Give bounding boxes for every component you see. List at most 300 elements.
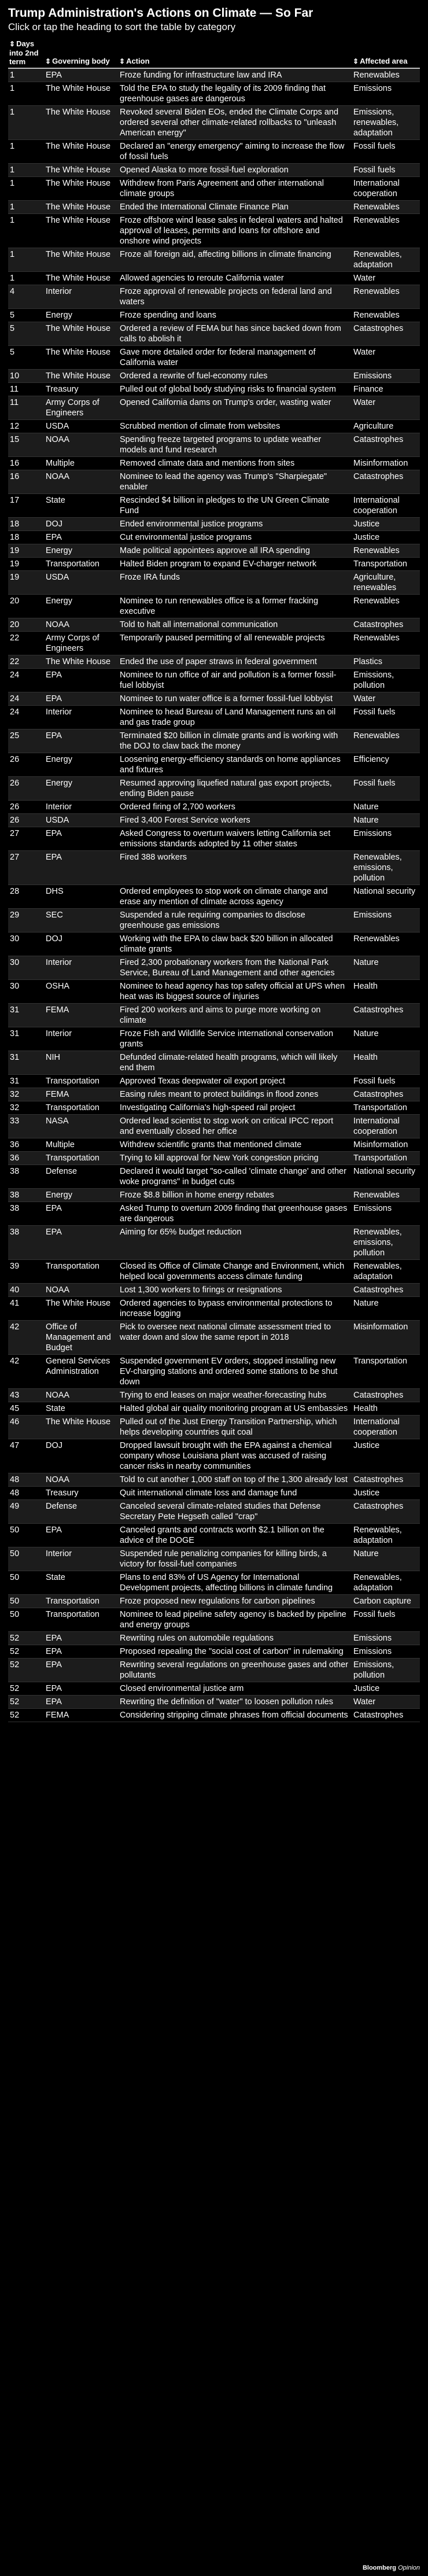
cell-body: Interior xyxy=(44,801,118,814)
table-row xyxy=(8,214,420,248)
cell-body: The White House xyxy=(44,370,118,383)
cell-action: Aiming for 65% budget reduction xyxy=(118,1226,352,1260)
cell-action: Ended environmental justice programs xyxy=(118,518,352,531)
cell-body: The White House xyxy=(44,1416,118,1439)
cell-area: Renewables, adaptation xyxy=(352,1260,420,1284)
cell-action: Rewriting rules on automobile regulations xyxy=(118,1632,352,1645)
table-row xyxy=(8,396,420,420)
cell-action: Told to halt all international communication xyxy=(118,618,352,632)
cell-days: 19 xyxy=(8,544,44,558)
cell-action: Froze all foreign aid, affecting billions in climate financing xyxy=(118,248,352,272)
cell-body: Transportation xyxy=(44,1075,118,1088)
table-row xyxy=(8,692,420,706)
cell-action: Cut environmental justice programs xyxy=(118,531,352,544)
cell-body: State xyxy=(44,494,118,518)
table-row xyxy=(8,518,420,531)
cell-days: 50 xyxy=(8,1524,44,1547)
table-row xyxy=(8,827,420,851)
cell-body: DHS xyxy=(44,885,118,909)
table-row xyxy=(8,1202,420,1226)
cell-area: Catastrophes xyxy=(352,1088,420,1101)
table-row xyxy=(8,885,420,909)
cell-area: Renewables, emissions, pollution xyxy=(352,1226,420,1260)
actions-table xyxy=(8,39,420,1722)
cell-action: Trying to end leases on major weather-forecasting hubs xyxy=(118,1389,352,1402)
cell-area: Emissions xyxy=(352,909,420,933)
table-row xyxy=(8,980,420,1004)
cell-area: Fossil fuels xyxy=(352,164,420,177)
cell-action: Revoked several Biden EOs, ended the Climate Corps and ordered several other climate-related rollbacks to "unleash American energy" xyxy=(118,106,352,140)
table-row xyxy=(8,1659,420,1682)
cell-action: Nominee to run office of air and pollution is a former fossil-fuel lobbyist xyxy=(118,669,352,692)
cell-area: Health xyxy=(352,980,420,1004)
cell-area: Catastrophes xyxy=(352,1473,420,1487)
cell-body: OSHA xyxy=(44,980,118,1004)
cell-area: Catastrophes xyxy=(352,618,420,632)
cell-days: 46 xyxy=(8,1416,44,1439)
cell-area: Emissions, pollution xyxy=(352,669,420,692)
cell-area: Justice xyxy=(352,531,420,544)
table-row xyxy=(8,82,420,106)
page-subtitle: Click or tap the heading to sort the table by category xyxy=(8,21,236,32)
cell-action: Lost 1,300 workers to firings or resignations xyxy=(118,1284,352,1297)
table-row xyxy=(8,933,420,956)
table-row xyxy=(8,669,420,692)
cell-area: Nature xyxy=(352,1297,420,1321)
cell-body: The White House xyxy=(44,201,118,214)
sort-icon: ⇕ xyxy=(353,57,359,65)
cell-action: Fired 388 workers xyxy=(118,851,352,885)
sort-icon: ⇕ xyxy=(9,40,16,48)
cell-action: Withdrew scientific grants that mentioned climate xyxy=(118,1138,352,1152)
sort-header-days[interactable] xyxy=(8,39,44,68)
cell-action: Defunded climate-related health programs, which will likely end them xyxy=(118,1051,352,1075)
table-row xyxy=(8,201,420,214)
cell-area: International cooperation xyxy=(352,177,420,201)
cell-body: Energy xyxy=(44,544,118,558)
cell-action: Froze approval of renewable projects on federal land and waters xyxy=(118,285,352,309)
cell-action: Halted Biden program to expand EV-charger network xyxy=(118,558,352,571)
cell-body: The White House xyxy=(44,322,118,346)
cell-body: Energy xyxy=(44,753,118,777)
cell-days: 29 xyxy=(8,909,44,933)
cell-body: Multiple xyxy=(44,457,118,470)
cell-action: Froze proposed new regulations for carbon pipelines xyxy=(118,1595,352,1608)
cell-action: Ended the International Climate Finance Plan xyxy=(118,201,352,214)
cell-action: Spending freeze targeted programs to update weather models and fund research xyxy=(118,433,352,457)
cell-action: Dropped lawsuit brought with the EPA against a chemical company whose Louisiana plant was accused of raising cancer risks in nearby communities xyxy=(118,1439,352,1473)
cell-days: 38 xyxy=(8,1226,44,1260)
table-row xyxy=(8,851,420,885)
table-row xyxy=(8,531,420,544)
cell-area: Justice xyxy=(352,1682,420,1696)
cell-body: FEMA xyxy=(44,1088,118,1101)
table-row xyxy=(8,140,420,164)
cell-action: Nominee to lead the agency was Trump's "Sharpiegate" enabler xyxy=(118,470,352,494)
table-row xyxy=(8,106,420,140)
cell-body: EPA xyxy=(44,692,118,706)
table-row xyxy=(8,544,420,558)
brand-section: Opinion xyxy=(398,2564,420,2571)
cell-area: Transportation xyxy=(352,1152,420,1165)
cell-body: The White House xyxy=(44,82,118,106)
table-row xyxy=(8,595,420,618)
cell-days: 1 xyxy=(8,140,44,164)
table-row xyxy=(8,285,420,309)
cell-area: Water xyxy=(352,346,420,370)
cell-days: 36 xyxy=(8,1138,44,1152)
cell-days: 26 xyxy=(8,753,44,777)
cell-body: Office of Management and Budget xyxy=(44,1321,118,1355)
cell-days: 31 xyxy=(8,1075,44,1088)
table-row xyxy=(8,1709,420,1722)
table-row xyxy=(8,1547,420,1571)
table-row xyxy=(8,1487,420,1500)
cell-area: Emissions xyxy=(352,1645,420,1659)
cell-area: Water xyxy=(352,396,420,420)
table-row xyxy=(8,1075,420,1088)
cell-area: Misinformation xyxy=(352,457,420,470)
cell-body: USDA xyxy=(44,571,118,595)
sort-header-action[interactable] xyxy=(118,39,352,68)
cell-action: Ordered employees to stop work on climate change and erase any mention of climate across agency xyxy=(118,885,352,909)
cell-action: Pulled out of global body studying risks to financial system xyxy=(118,383,352,396)
cell-days: 38 xyxy=(8,1165,44,1189)
cell-days: 1 xyxy=(8,106,44,140)
cell-area: Fossil fuels xyxy=(352,140,420,164)
cell-days: 32 xyxy=(8,1088,44,1101)
table-row xyxy=(8,753,420,777)
cell-days: 1 xyxy=(8,214,44,248)
cell-action: Nominee to run renewables office is a former fracking executive xyxy=(118,595,352,618)
cell-days: 22 xyxy=(8,655,44,669)
cell-body: EPA xyxy=(44,68,118,82)
cell-area: International cooperation xyxy=(352,494,420,518)
cell-action: Ordered firing of 2,700 workers xyxy=(118,801,352,814)
cell-action: Closed its Office of Climate Change and Environment, which helped local governments access climate funding xyxy=(118,1260,352,1284)
cell-body: The White House xyxy=(44,164,118,177)
cell-body: SEC xyxy=(44,909,118,933)
cell-area: Emissions xyxy=(352,1632,420,1645)
cell-days: 26 xyxy=(8,801,44,814)
cell-days: 24 xyxy=(8,692,44,706)
table-row xyxy=(8,1355,420,1389)
cell-body: EPA xyxy=(44,1645,118,1659)
cell-area: Renewables xyxy=(352,214,420,248)
table-row xyxy=(8,322,420,346)
sort-icon: ⇕ xyxy=(119,57,126,65)
cell-days: 20 xyxy=(8,595,44,618)
cell-body: EPA xyxy=(44,669,118,692)
table-row xyxy=(8,68,420,82)
cell-days: 31 xyxy=(8,1027,44,1051)
cell-days: 30 xyxy=(8,933,44,956)
cell-area: Efficiency xyxy=(352,753,420,777)
cell-body: Army Corps of Engineers xyxy=(44,632,118,655)
cell-body: Treasury xyxy=(44,1487,118,1500)
table-row xyxy=(8,272,420,285)
cell-days: 40 xyxy=(8,1284,44,1297)
cell-days: 50 xyxy=(8,1547,44,1571)
cell-action: Withdrew from Paris Agreement and other international climate groups xyxy=(118,177,352,201)
table-row xyxy=(8,177,420,201)
cell-area: Health xyxy=(352,1402,420,1416)
header-label-body: Governing body xyxy=(52,57,110,65)
cell-body: The White House xyxy=(44,248,118,272)
cell-area: Catastrophes xyxy=(352,1709,420,1722)
cell-action: Temporarily paused permitting of all renewable projects xyxy=(118,632,352,655)
cell-body: The White House xyxy=(44,106,118,140)
table-row xyxy=(8,1524,420,1547)
cell-days: 5 xyxy=(8,346,44,370)
cell-days: 48 xyxy=(8,1473,44,1487)
cell-action: Suspended a rule requiring companies to disclose greenhouse gas emissions xyxy=(118,909,352,933)
cell-action: Quit international climate loss and damage fund xyxy=(118,1487,352,1500)
cell-action: Froze offshore wind lease sales in federal waters and halted approval of leases, permits and loans for offshore and onshore wind projects xyxy=(118,214,352,248)
cell-body: NASA xyxy=(44,1115,118,1138)
table-row xyxy=(8,346,420,370)
cell-body: Interior xyxy=(44,1027,118,1051)
cell-action: Fired 3,400 Forest Service workers xyxy=(118,814,352,827)
cell-body: Transportation xyxy=(44,1608,118,1632)
cell-days: 20 xyxy=(8,618,44,632)
cell-body: EPA xyxy=(44,1659,118,1682)
cell-action: Resumed approving liquefied natural gas export projects, ending Biden pause xyxy=(118,777,352,801)
cell-action: Scrubbed mention of climate from websites xyxy=(118,420,352,433)
cell-area: Emissions, pollution xyxy=(352,1659,420,1682)
cell-area: Renewables xyxy=(352,632,420,655)
page-title: Trump Administration's Actions on Climate — So Far xyxy=(8,6,313,20)
cell-action: Opened California dams on Trump's order, wasting water xyxy=(118,396,352,420)
table-row xyxy=(8,1389,420,1402)
cell-action: Suspended government EV orders, stopped installing new EV-charging stations and ordered some stations to be shut down xyxy=(118,1355,352,1389)
table-row xyxy=(8,1165,420,1189)
table-row xyxy=(8,1500,420,1524)
cell-days: 1 xyxy=(8,82,44,106)
cell-days: 22 xyxy=(8,632,44,655)
cell-area: Transportation xyxy=(352,1355,420,1389)
cell-body: Energy xyxy=(44,1189,118,1202)
cell-body: USDA xyxy=(44,814,118,827)
cell-action: Declared it would target "so-called 'climate change' and other woke programs" in budget cuts xyxy=(118,1165,352,1189)
table-row xyxy=(8,1595,420,1608)
cell-area: Fossil fuels xyxy=(352,1075,420,1088)
cell-body: EPA xyxy=(44,1226,118,1260)
cell-area: Transportation xyxy=(352,558,420,571)
table-row xyxy=(8,1260,420,1284)
cell-body: EPA xyxy=(44,827,118,851)
cell-area: Misinformation xyxy=(352,1321,420,1355)
cell-body: EPA xyxy=(44,1202,118,1226)
cell-days: 52 xyxy=(8,1659,44,1682)
cell-action: Pulled out of the Just Energy Transition Partnership, which helps developing countries quit coal xyxy=(118,1416,352,1439)
cell-area: Misinformation xyxy=(352,1138,420,1152)
cell-action: Fired 200 workers and aims to purge more working on climate xyxy=(118,1004,352,1027)
cell-action: Rewriting several regulations on greenhouse gases and other pollutants xyxy=(118,1659,352,1682)
cell-area: Agriculture xyxy=(352,420,420,433)
table-row xyxy=(8,777,420,801)
cell-area: Justice xyxy=(352,518,420,531)
cell-action: Froze Fish and Wildlife Service international conservation grants xyxy=(118,1027,352,1051)
table-row xyxy=(8,1101,420,1115)
table-row xyxy=(8,1402,420,1416)
cell-action: Asked Congress to overturn waivers letting California set emissions standards adopted by 11 other states xyxy=(118,827,352,851)
cell-days: 16 xyxy=(8,470,44,494)
cell-days: 15 xyxy=(8,433,44,457)
table-row xyxy=(8,1004,420,1027)
table-row xyxy=(8,433,420,457)
cell-action: Loosening energy-efficiency standards on home appliances and fixtures xyxy=(118,753,352,777)
header-label-days: Days into 2nd term xyxy=(9,39,39,66)
cell-area: Nature xyxy=(352,814,420,827)
cell-area: Renewables xyxy=(352,1189,420,1202)
table-row xyxy=(8,1297,420,1321)
cell-body: NIH xyxy=(44,1051,118,1075)
cell-action: Opened Alaska to more fossil-fuel exploration xyxy=(118,164,352,177)
cell-body: Army Corps of Engineers xyxy=(44,396,118,420)
table-row xyxy=(8,1632,420,1645)
table-row xyxy=(8,1696,420,1709)
cell-days: 27 xyxy=(8,827,44,851)
cell-days: 31 xyxy=(8,1051,44,1075)
cell-days: 26 xyxy=(8,814,44,827)
cell-area: Renewables xyxy=(352,201,420,214)
cell-area: Renewables, adaptation xyxy=(352,248,420,272)
cell-body: NOAA xyxy=(44,1473,118,1487)
cell-area: Renewables xyxy=(352,933,420,956)
cell-action: Made political appointees approve all IRA spending xyxy=(118,544,352,558)
cell-action: Working with the EPA to claw back $20 billion in allocated climate grants xyxy=(118,933,352,956)
cell-area: Justice xyxy=(352,1439,420,1473)
cell-area: Nature xyxy=(352,801,420,814)
cell-days: 11 xyxy=(8,396,44,420)
table-row xyxy=(8,1226,420,1260)
cell-body: Defense xyxy=(44,1165,118,1189)
cell-area: Catastrophes xyxy=(352,1389,420,1402)
cell-body: The White House xyxy=(44,272,118,285)
cell-action: Nominee to run water office is a former fossil-fuel lobbyist xyxy=(118,692,352,706)
table-body xyxy=(8,68,420,1722)
table-row xyxy=(8,909,420,933)
cell-action: Asked Trump to overturn 2009 finding that greenhouse gases are dangerous xyxy=(118,1202,352,1226)
cell-action: Allowed agencies to reroute California water xyxy=(118,272,352,285)
cell-days: 52 xyxy=(8,1632,44,1645)
cell-days: 42 xyxy=(8,1321,44,1355)
table-row xyxy=(8,1439,420,1473)
table-row xyxy=(8,1284,420,1297)
cell-days: 5 xyxy=(8,309,44,322)
table-row xyxy=(8,1571,420,1595)
cell-area: Transportation xyxy=(352,1101,420,1115)
sort-header-body[interactable] xyxy=(44,39,118,68)
table-row xyxy=(8,248,420,272)
table-row xyxy=(8,1027,420,1051)
table-row xyxy=(8,1138,420,1152)
cell-action: Considering stripping climate phrases from official documents xyxy=(118,1709,352,1722)
cell-body: The White House xyxy=(44,1297,118,1321)
cell-body: Interior xyxy=(44,285,118,309)
cell-days: 10 xyxy=(8,370,44,383)
cell-action: Ordered a review of FEMA but has since backed down from calls to abolish it xyxy=(118,322,352,346)
cell-action: Ended the use of paper straws in federal government xyxy=(118,655,352,669)
cell-body: FEMA xyxy=(44,1709,118,1722)
cell-area: Renewables xyxy=(352,595,420,618)
cell-action: Declared an "energy emergency" aiming to increase the flow of fossil fuels xyxy=(118,140,352,164)
table-row xyxy=(8,1645,420,1659)
table-row xyxy=(8,1473,420,1487)
cell-body: DOJ xyxy=(44,518,118,531)
table-row xyxy=(8,618,420,632)
cell-action: Froze IRA funds xyxy=(118,571,352,595)
cell-area: Agriculture, renewables xyxy=(352,571,420,595)
cell-days: 19 xyxy=(8,571,44,595)
sort-header-area[interactable] xyxy=(352,39,420,68)
cell-area: National security xyxy=(352,885,420,909)
cell-body: The White House xyxy=(44,140,118,164)
table-row xyxy=(8,1608,420,1632)
table-row xyxy=(8,801,420,814)
cell-days: 18 xyxy=(8,531,44,544)
cell-action: Pick to oversee next national climate assessment tried to water down and slow the same report in 2018 xyxy=(118,1321,352,1355)
cell-action: Trying to kill approval for New York congestion pricing xyxy=(118,1152,352,1165)
cell-body: The White House xyxy=(44,177,118,201)
cell-action: Nominee to lead pipeline safety agency is backed by pipeline and energy groups xyxy=(118,1608,352,1632)
cell-area: Catastrophes xyxy=(352,470,420,494)
cell-body: EPA xyxy=(44,851,118,885)
cell-days: 33 xyxy=(8,1115,44,1138)
cell-area: Renewables xyxy=(352,544,420,558)
cell-area: Renewables xyxy=(352,285,420,309)
cell-area: Fossil fuels xyxy=(352,706,420,729)
cell-area: Renewables, emissions, pollution xyxy=(352,851,420,885)
cell-body: Defense xyxy=(44,1500,118,1524)
cell-body: The White House xyxy=(44,655,118,669)
cell-action: Removed climate data and mentions from sites xyxy=(118,457,352,470)
cell-action: Fired 2,300 probationary workers from the National Park Service, Bureau of Land Management and other agencies xyxy=(118,956,352,980)
cell-area: Finance xyxy=(352,383,420,396)
table-row xyxy=(8,309,420,322)
cell-area: Water xyxy=(352,692,420,706)
cell-days: 50 xyxy=(8,1595,44,1608)
cell-body: Energy xyxy=(44,595,118,618)
cell-days: 47 xyxy=(8,1439,44,1473)
brand-logo: Bloomberg xyxy=(362,2564,397,2571)
cell-area: Catastrophes xyxy=(352,1500,420,1524)
table-row xyxy=(8,956,420,980)
cell-action: Froze $8.8 billion in home energy rebates xyxy=(118,1189,352,1202)
cell-action: Closed environmental justice arm xyxy=(118,1682,352,1696)
table-row xyxy=(8,1088,420,1101)
cell-body: Treasury xyxy=(44,383,118,396)
cell-action: Told to cut another 1,000 staff on top of the 1,300 already lost xyxy=(118,1473,352,1487)
cell-body: EPA xyxy=(44,729,118,753)
table-row xyxy=(8,814,420,827)
cell-action: Plans to end 83% of US Agency for International Development projects, affecting billions in climate funding xyxy=(118,1571,352,1595)
cell-body: Transportation xyxy=(44,1260,118,1284)
cell-area: Water xyxy=(352,272,420,285)
cell-area: Emissions, renewables, adaptation xyxy=(352,106,420,140)
cell-area: Plastics xyxy=(352,655,420,669)
cell-days: 17 xyxy=(8,494,44,518)
cell-days: 31 xyxy=(8,1004,44,1027)
cell-area: International cooperation xyxy=(352,1416,420,1439)
cell-area: Emissions xyxy=(352,1202,420,1226)
cell-area: Renewables, adaptation xyxy=(352,1571,420,1595)
cell-body: The White House xyxy=(44,214,118,248)
cell-action: Froze funding for infrastructure law and IRA xyxy=(118,68,352,82)
cell-days: 38 xyxy=(8,1202,44,1226)
cell-action: Told the EPA to study the legality of its 2009 finding that greenhouse gases are dangerous xyxy=(118,82,352,106)
